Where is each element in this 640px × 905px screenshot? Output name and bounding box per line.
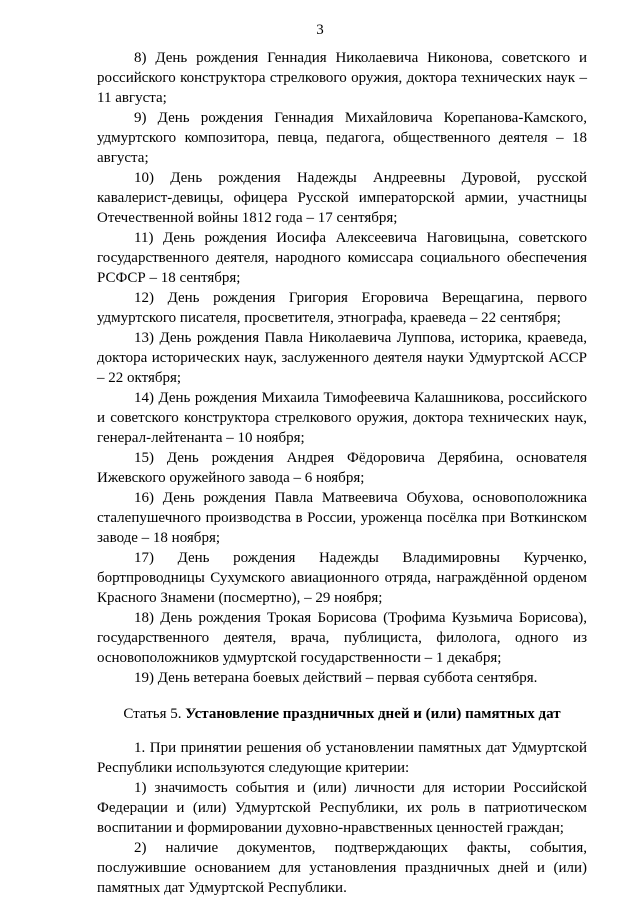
list-item: 12) День рождения Григория Егоровича Верещагина, первого удмуртского писателя, просветителя, этнографа, краеведа – 22 сентября; bbox=[97, 290, 587, 326]
list-item: 18) День рождения Трокая Борисова (Трофима Кузьмича Борисова), государственного деятеля, врача, публициста, филолога, одного из основоположников удмуртской государственности – 1 декабря; bbox=[97, 610, 587, 666]
list-item: 13) День рождения Павла Николаевича Луппова, историка, краеведа, доктора исторических наук, заслуженного деятеля науки Удмуртской АССР – 22 октября; bbox=[97, 330, 587, 386]
article-title: Установление праздничных дней и (или) памятных дат bbox=[185, 706, 561, 722]
list-item: 9) День рождения Геннадия Михайловича Корепанова-Камского, удмуртского композитора, певца, педагога, общественного деятеля – 18 августа; bbox=[97, 110, 587, 166]
list-item: 19) День ветерана боевых действий – первая суббота сентября. bbox=[134, 670, 538, 686]
article-paragraph: 1. При принятии решения об установлении памятных дат Удмуртской Республики используются следующие критерии: bbox=[97, 740, 587, 776]
list-item: 8) День рождения Геннадия Николаевича Никонова, советского и российского конструктора стрелкового оружия, доктора технических наук – 11 августа; bbox=[97, 50, 587, 106]
list-item: 16) День рождения Павла Матвеевича Обухова, основоположника сталепушечного производства в России, уроженца посёлка при Воткинском заводе – 18 ноября; bbox=[97, 490, 587, 546]
list-item: 10) День рождения Надежды Андреевны Дуровой, русской кавалерист-девицы, офицера Русской императорской армии, участницы Отечественной войны 1812 года – 17 сентября; bbox=[97, 170, 587, 226]
article-paragraph: 2) наличие документов, подтверждающих факты, события, послужившие основанием для установления праздничных дней и (или) памятных дат Удмуртской Республики. bbox=[97, 840, 587, 896]
article-paragraph: 1) значимость события и (или) личности для истории Российской Федерации и (или) Удмуртской Республики, их роль в патриотическом воспитании и формировании духовно-нравственных ценностей граждан; bbox=[97, 780, 587, 836]
article-heading bbox=[97, 704, 587, 724]
list-item: 15) День рождения Андрея Фёдоровича Дерябина, основателя Ижевского оружейного завода – 6 ноября; bbox=[97, 450, 587, 486]
list-item: 14) День рождения Михаила Тимофеевича Калашникова, российского и советского конструктора стрелкового оружия, доктора технических наук, генерал-лейтенанта – 10 ноября; bbox=[97, 390, 587, 446]
page-number: 3 bbox=[316, 22, 324, 38]
list-item: 11) День рождения Иосифа Алексеевича Наговицына, советского государственного деятеля, народного комиссара социального обеспечения РСФСР – 18 сентября; bbox=[97, 230, 587, 286]
document-body bbox=[97, 48, 587, 898]
article-prefix: Статья 5. bbox=[123, 706, 182, 722]
list-item: 17) День рождения Надежды Владимировны Курченко, бортпроводницы Сухумского авиационного отряда, награждённой орденом Красного Знамени (посмертно), – 29 ноября; bbox=[97, 550, 587, 606]
